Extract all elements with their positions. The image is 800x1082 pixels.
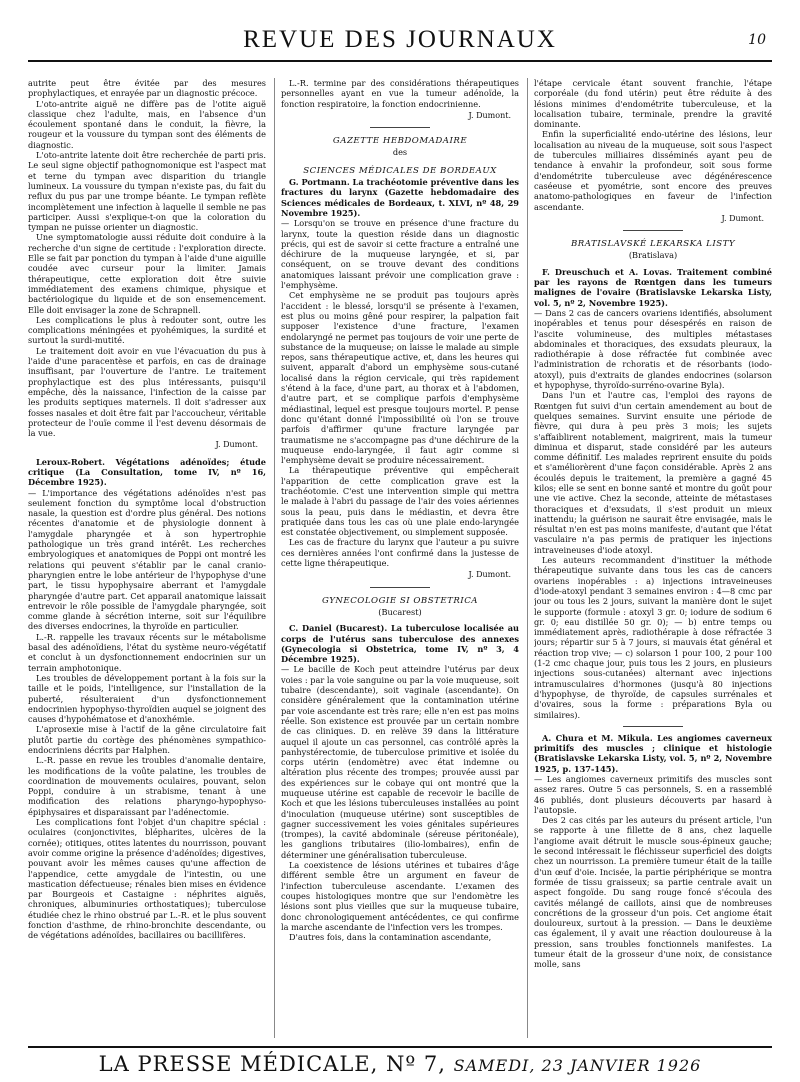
paragraph: Enfin la superficialité endo-utérine des lésions, leur localisation au niveau de la muqueuse, soit sous l'aspect de tubercules milliaires disséminés ayant peu de tendance à envahir la profondeur, soit sous forme d'endométrite tuberculeuse avec dégénérescence caséeuse et pyométrie, sont encore des preuves anatomo-pathologiques en faveur de l'infection ascendante. <box>534 129 772 212</box>
paragraph: — Le bacille de Koch peut atteindre l'utérus par deux voies : par la voie sanguine ou par la voie muqueuse, soit tubaire (descendante), soit vaginale (ascendante). On considère généralement que la contamination utérine par voie ascendante est très rare; elle n'en est pas moins réelle. Son existence est prouvée par un certain nombre de cas cliniques. D. en relève 39 dans la littérature auquel il ajoute un cas personnel, cas contrôlé après la panhystérectomie, de tuberculose primitive et isolée du corps utérin (endomètre) avec état indemne ou altération plus récente des trompes; prouvée aussi par des expériences sur le cobaye qui ont montré que la muqueuse utérine est capable de recevoir le bacille de Koch et que les lésions tuberculeuses installées au point d'inoculation (muqueuse utérine) sont susceptibles de gagner successivement les voies génitales supérieures (trompes), la cavité abdominale (séreuse péritonéale), les ganglions tributaires (ilio-lombaires), enfin de déterminer une généralisation tuberculeuse. <box>281 664 519 860</box>
article-title <box>281 177 519 218</box>
paragraph: l'étape cervicale étant souvent franchie, l'étape corporéale (du fond utérin) peut être réduite à des lésions minimes d'endométrite tuberculeuse, et la localisation tubaire, terminale, prendre la gravité dominante. <box>534 78 772 130</box>
separator <box>370 587 430 588</box>
paragraph: Les complications le plus à redouter sont, outre les complications méningées et pyohémiques, la surdité et surtout la surdi-mutité. <box>28 314 266 346</box>
article-title <box>534 733 772 774</box>
paragraph: L'aprosexie mise à l'actif de la gêne circulatoire fait plutôt partie du cortège des phénomènes sympathico-endocriniens décrits par Halphen. <box>28 724 266 755</box>
paragraph: Les troubles de développement portant à la fois sur la taille et le poids, l'intelligence, sur l'installation de la puberté, résulteraient d'un dysfonctionnement endocrinien hypophyso-thyroïdien auquel se joignent des causes d'hypohématose et d'anoxhémie. <box>28 672 266 725</box>
paragraph: La coexistence de lésions utérines et tubaires d'âge différent semble être un argument en faveur de l'infection tuberculeuse ascendante. L'examen des coupes histologiques montre que sur l'endomètre les lésions sont plus vieilles que sur la muqueuse tubaire, donc chronologiquement antécédentes, ce qui confirme la marche ascendante de l'infection vers les trompes. <box>281 860 519 932</box>
paragraph: — Lorsqu'on se trouve en présence d'une fracture du larynx, toute la question réside dans un diagnostic précis, qui est de savoir si cette fracture a entraîné une déchirure de la muqueuse laryngée, et si, par conséquent, on se trouve devant des conditions anatomiques laissant prévoir une complication grave : l'emphysème. <box>281 218 519 291</box>
paragraph: Dans l'un et l'autre cas, l'emploi des rayons de Rœntgen fut suivi d'un certain amendement au bout de quelques semaines. Survint ensuite une période de fièvre, qui dura à peu près 3 mois; les sujets s'affaiblirent notablement, maigrirent, mais la tumeur diminua et disparut, stade considéré par les auteurs comme définitif. Les malades reprirent ensuite du poids et s'améliorèrent d'une façon considérable. Après 2 ans écoulés depuis le traitement, la première a gagné 45 kilos; elle se sent en bonne santé et montre du goût pour une vie active. Chez la seconde, atteinte de métastases thoraciques et d'exsudats, il s'est produit un mieux inattendu; la guérison ne saurait être envisagée, mais le résultat n'en est pas moins manifeste, d'autant que l'état vasculaire n'a pas permis de pratiquer les injections intraveineuses d'iode atoxyl. <box>534 390 772 555</box>
paragraph: — L'importance des végétations adénoïdes n'est pas seulement fonction du symptôme local d'obstruction nasale, la question est d'ordre plus général. Des notions récentes d'anatomie et de physiologie donnent à l'amygdale pharyngée et à son hypertrophie pathologique un très grand intérêt. Les recherches embryologiques et anatomiques de Poppi ont montré les relations qui peuvent s'établir par le canal cranio-pharyngien entre le lobe antérieur de l'hypophyse d'une part, le tissu hypophysaire aberrant et l'amygdale pharyngée d'autre part. Cet apparail anatomique laissait entrevoir le rôle possible de l'amygdale pharyngée, soit comme glande à sécrétion interne, soit sur l'équilibre des diverses endocrines, la thyroïde en particulier. <box>28 487 266 632</box>
signature: J. Dumont. <box>721 213 764 223</box>
article-title <box>28 457 266 488</box>
paragraph: L'oto-antrite latente doit être recherchée de parti pris. Le seul signe objectif pathognomonique est l'aspect mat et terne du tympan avec disparition du triangle lumineux. La voussure du tympan n'existe pas, du fait du reflux du pus par une trompe béante. Le tympan reflète incomplètement une infection à laquelle il semble ne pas participer. Aussi s'explique-t-on que la coloration du tympan ne puisse orienter un diagnostic. <box>28 150 266 233</box>
paragraph: autrite peut être évitée par des mesures prophylactiques, et enrayée par un diagnostic précoce. <box>28 78 266 99</box>
signature: J. Dumont. <box>215 440 258 450</box>
paragraph: D'autres fois, dans la contamination ascendante, <box>289 932 492 943</box>
page-number: 10 <box>748 32 766 48</box>
signature: J. Dumont. <box>468 110 511 120</box>
paragraph: — Dans 2 cas de cancers ovariens identifiés, absolument inopérables et tenus pour désespérés en raison de l'ascite volumineuse, des multiples métastases abdominales et thoraciques, des exsudats pleuraux, la radiothérapie à dose réfractée fut combinée avec l'administration de rchoratis et de résorbants (iodo-atoxyl), puis d'extraits de glandes endocrines (solarson et hypophyse, thyroïdo-surréno-ovarine Byla). <box>534 307 772 391</box>
article-heading: F. Dreuschuch et A. Lovas. Traitement combiné par les rayons de Rœntgen dans les tumeurs malignes de l'ovaire (Bratislavske Lekarska Listy, vol. 5, nº 2, Novembre 1925). <box>534 266 772 308</box>
paragraph: L.-R. termine par des considérations thérapeutiques personnelles ayant en vue la tumeur adénoïde, la fonction respiratoire, la fonction endocrinienne. <box>281 78 519 109</box>
paragraph: Des 2 cas cités par les auteurs du présent article, l'un se rapporte à une fillette de 8 ans, chez laquelle l'angiome avait détruit le muscle sous-épineux gauche; le second intéressait le fléchisseur superficiel des doigts chez un nourrisson. La première tumeur était de la taille d'un œuf d'oie. Incisée, la partie périphérique se montra formée de tissu graisseux; sa partie centrale avait un aspect fongoïde. Du sang rouge foncé s'écoula des cavités mélangé de caillots, ainsi que de nombreuses concrétions de la grosseur d'un pois. Cet angiome était douloureux, surtout à la pression. — Dans le deuxième cas également, il y avait une réaction douloureuse à la pression, sans troubles fonctionnels manifestes. La tumeur était de la grosseur d'une noix, de consistance molle, sans <box>534 815 772 970</box>
paragraph: La thérapeutique préventive qui empêcherait l'apparition de cette complication grave est la trachéotomie. C'est une intervention simple qui mettra le malade à l'abri du passage de l'air des voies aériennes sous la peau, puis dans le médiastin, et devra être pratiquée dans tous les cas où une plaie endo-laryngée est constatée objectivement, ou simplement supposée. <box>281 465 519 538</box>
footer-text <box>28 1052 772 1076</box>
paragraph: Les auteurs recommandent d'instituer la méthode thérapeutique suivante dans tous les cas de cancers ovariens inopérables : a) injections intraveineuses d'iode-atoxyl pendant 3 semaines environ : 4—8 cmc par jour ou tous les 2 jours, suivant la manière dont le sujet le supporte (formule : atoxyl 3 gr. 0; iodure de sodium 6 gr. 0; eau distillée 50 gr. 0); — b) entre temps ou immédiatement après, radiothérapie à dose réfractée 3 jours; répartir sur 5 à 7 jours, si mauvais état général et réaction trop vive; — c) solarson 1 pour 100, 2 pour 100 (1-2 cmc chaque jour, puis tous les 2 jours, en plusieurs injections sous-cutanées) alternant avec injections intramusculaires d'hormones (jusqu'à 80 injections d'hypophyse, de thyroïde, de capsules surrénales et d'ovaires, sous la forme : préparations Byla ou similaires). <box>534 555 772 720</box>
page-footer <box>28 1046 772 1076</box>
journal-name: GYNECOLOGIE SI OBSTETRICA <box>322 595 478 606</box>
paragraph: — Les angiomes caverneux primitifs des muscles sont assez rares. Outre 5 cas personnels, S. en a rassemblé 46 publiés, dont plusieurs découverts par hasard à l'autopsie. <box>534 774 772 815</box>
issue-date: SAMEDI, 23 JANVIER 1926 <box>453 1056 702 1075</box>
paragraph: L.-R. rappelle les travaux récents sur le métabolisme basal des adénoïdiens, l'état du système neuro-végétatif et conclut à un dysfonctionnement endocrinien sur un terrain amphotonique. <box>28 631 266 673</box>
header-rule <box>28 60 772 62</box>
article-columns <box>28 78 772 1038</box>
column-3 <box>534 78 772 1038</box>
column-1 <box>28 78 266 1038</box>
column-divider <box>527 78 528 1038</box>
article-heading: A. Chura et M. Mikula. Les angiomes caverneux primitifs des muscles ; clinique et histologie (Bratislavske Lekarska Listy, vol. 5, nº 2, Novembre 1925, p. 137-145). <box>534 732 772 774</box>
column-2 <box>281 78 519 1038</box>
journal-name: GAZETTE HEBDOMADAIRE <box>332 136 468 147</box>
paragraph: Le traitement doit avoir en vue l'évacuation du pus à l'aide d'une paracentèse et parfois, en cas de drainage insuffisant, par l'ouverture de l'antre. Le traitement prophylactique est des plus intéressants, puisqu'il empêche, dès la naissance, l'infection de la caisse par les produits septiques maternels. Il doit s'adresser aux fosses nasales et doit être fait par l'accoucheur, véritable protecteur de l'ouïe comme il l'est devenu désormais de la vue. <box>28 345 266 439</box>
journal-location: (Bratislava) <box>628 250 678 261</box>
separator <box>370 127 430 128</box>
paragraph: Les complications font l'objet d'un chapitre spécial : oculaires (conjonctivites, blépharites, ulcères de la cornée); otitiques, otites latentes du nourrisson, pouvant avoir comme origine la présence d'adénoïdes; digestives, pouvant avoir les mêmes causes qu'une affection de l'appendice, cette amygdale de l'intestin, ou une mastication défectueuse; rénales bien mises en évidence par Bourgeois et Castaigne : néphrites aiguës, chroniques, albuminuries orthostatiques); tuberculose étudiée chez le rhino obstrué par L.-R. et le plus souvent fonction d'asthme, de rhino-bronchite descendante, ou de végétations adénoïdes, bacillaires ou bacillifères. <box>28 817 266 941</box>
article-title <box>534 267 772 308</box>
article-heading: G. Portmann. La trachéotomie préventive dans les fractures du larynx (Gazette hebdomadaire des Sciences médicales de Bordeaux, t. XLVI, nº 48, 29 Novembre 1925). <box>281 177 519 218</box>
article-heading: C. Daniel (Bucarest). La tuberculose localisée au corps de l'utérus sans tuberculose des annexes (Gynecologia si Obstetrica, tome IV, nº 3, 4 Décembre 1925). <box>281 623 519 665</box>
journal-issue: LA PRESSE MÉDICALE, Nº 7, <box>98 1052 446 1076</box>
separator <box>623 230 683 231</box>
paragraph: Une symptomatologie aussi réduite doit conduire à la recherche d'un signe de certitude : l'exploration directe. Elle se fait par ponction du tympan à l'aide d'une aiguille coudée avec curseur pour la limiter. Jamais thérapeutique, cette exploration doit être suivie immédiatement des examens chimique, physique et bactériologique du liquide et de son ensemencement. Elle doit envisager la zone de Schrapnell. <box>28 232 266 315</box>
article-heading: Leroux-Robert. Végétations adénoïdes; étude critique (La Consultation, tome IV, nº 16, Décembre 1925). <box>28 456 266 488</box>
journal-name: SCIENCES MÉDICALES DE BORDEAUX <box>303 165 497 176</box>
page-header <box>28 18 772 56</box>
paragraph: L.-R. passe en revue les troubles d'anomalie dentaire, les modifications de la voûte palatine, les troubles de coordination de mouvements oculaires, pouvant, selon Poppi, conduire à un strabisme, tenant à une modification des relations pharyngo-hypophyso-épiphysaires et disparaissant par l'adénectomie. <box>28 755 266 817</box>
journal-name-part: des <box>392 147 408 158</box>
paragraph: L'oto-antrite aiguë ne diffère pas de l'otite aiguë classique chez l'adulte, mais, en l'absence d'un écoulement spontané dans le conduit, la fièvre, la rougeur et la voussure du tympan sont des éléments de diagnostic. <box>28 98 266 150</box>
separator <box>623 726 683 727</box>
signature: J. Dumont. <box>468 570 511 580</box>
footer-rule <box>28 1046 772 1048</box>
journal-name: BRATISLAVSKÉ LEKARSKA LISTY <box>570 239 736 250</box>
paragraph: Cet emphysème ne se produit pas toujours après l'accident : le blessé, lorsqu'il se présente à l'examen, est plus ou moins gêné pour respirer, la palpation fait supposer l'existence d'une fracture, l'examen endolaryngé ne permet pas toujours de voir une perte de substance de la muqueuse; on laisse le malade au simple repos, sans thérapeutique active, et, dans les heures qui suivent, apparaît d'abord un emphysème sous-cutané localisé dans la région cervicale, qui très rapidement s'étend à la face, d'une part, au thorax et à l'abdomen, d'autre part, et se complique parfois d'emphysème médiastinal, lequel est presque toujours mortel. P. pense donc qu'étant donné l'impossibilité où l'on se trouve parfois d'affirmer qu'une fracture laryngée par traumatisme ne s'accompagne pas d'une déchirure de la muqueuse endo-laryngée, il faut agir comme si l'emphysème devait se produire nécessairement. <box>281 290 519 466</box>
running-title: REVUE DES JOURNAUX <box>243 26 557 53</box>
paragraph: Les cas de fracture du larynx que l'auteur a pu suivre ces dernières années l'ont confirmé dans la justesse de cette ligne thérapeutique. <box>281 537 519 569</box>
journal-location: (Bucarest) <box>378 606 422 617</box>
article-title <box>281 623 519 664</box>
column-divider <box>274 78 275 1038</box>
